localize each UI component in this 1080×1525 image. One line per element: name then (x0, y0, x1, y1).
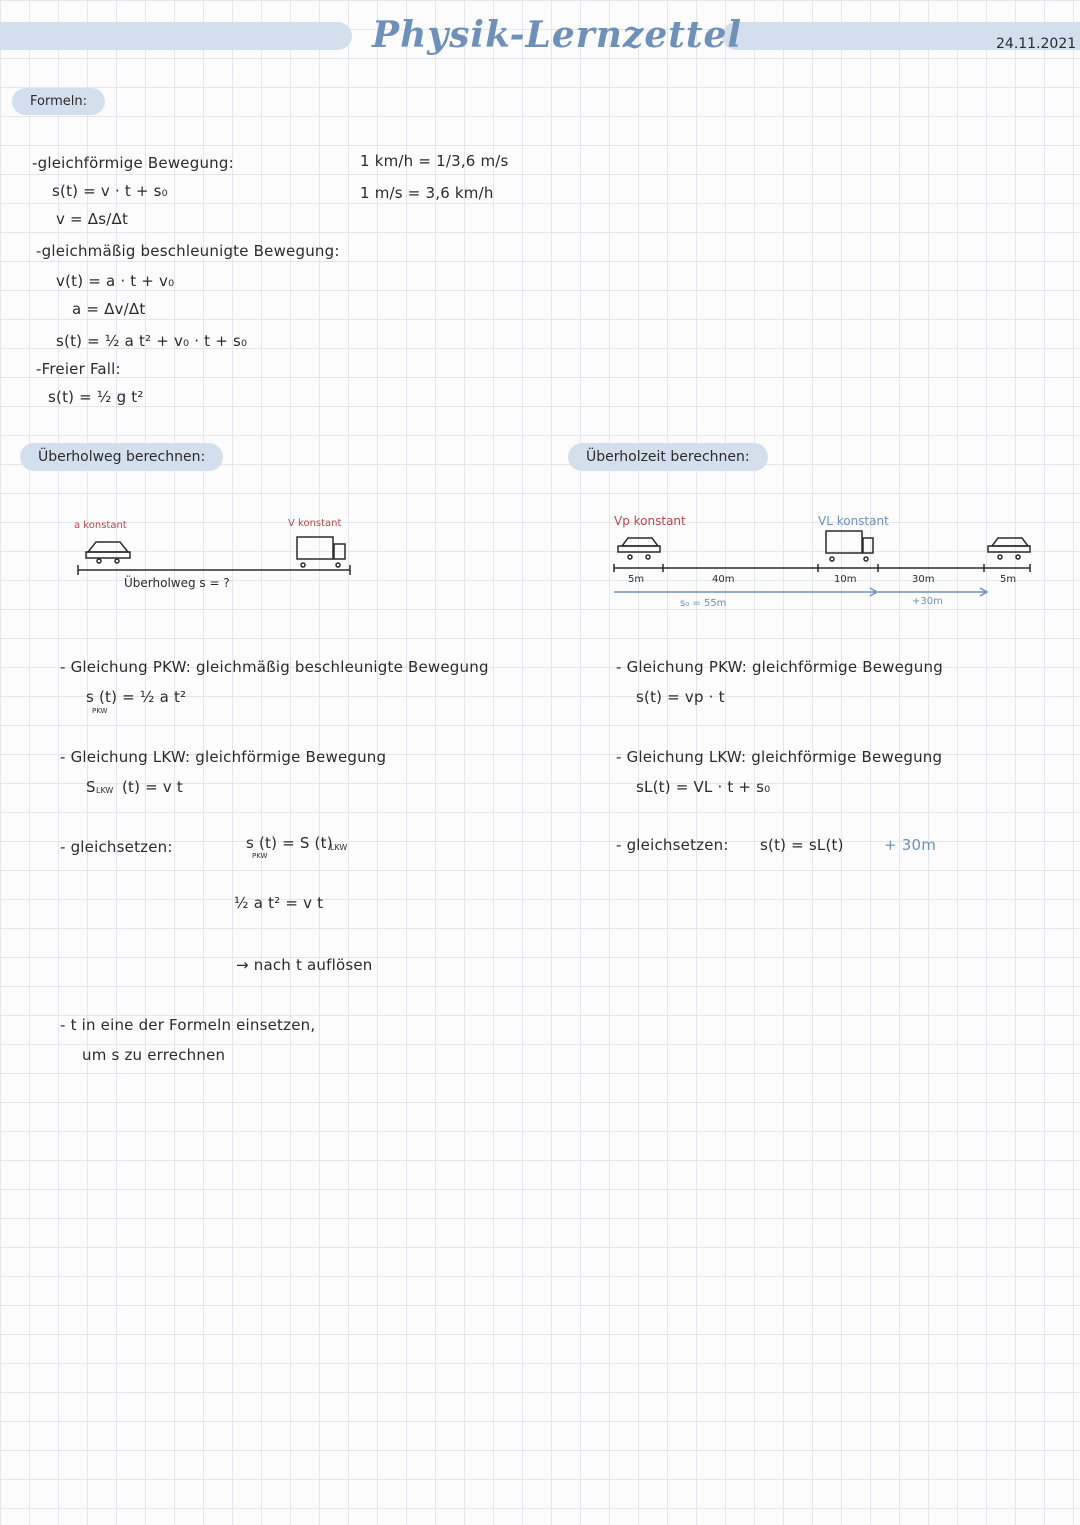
uz-eq-lkw-heading: - Gleichung LKW: gleichförmige Bewegung (616, 748, 943, 766)
uw-eq-pkw-heading: - Gleichung PKW: gleichmäßig beschleunigte Bewegung (60, 658, 489, 676)
uw-einsetzen-2: um s zu errechnen (82, 1046, 226, 1064)
conversion-ms: 1 m/s = 3,6 km/h (360, 184, 494, 202)
uz-gleichsetzen: - gleichsetzen: (616, 836, 729, 854)
page-title: Physik-Lernzettel (372, 14, 743, 56)
dist-30m: 30m (912, 574, 935, 585)
vp-konstant-label: Vp konstant (614, 514, 686, 528)
car-right-icon (988, 538, 1030, 559)
ueberholweg-label: Überholweg berechnen: (20, 443, 223, 471)
uz-gs: s(t) = sL(t) (760, 836, 844, 854)
page-date: 24.11.2021 (996, 36, 1077, 52)
a-konstant-label: a konstant (74, 520, 127, 531)
gleichfoermig-f2: v = Δs/Δt (56, 210, 129, 228)
uw-gs1-sub1: PKW (252, 852, 268, 860)
ueberholweg-s-label: Überholweg s = ? (124, 576, 230, 590)
ueberholzeit-label: Überholzeit berechnen: (568, 443, 768, 471)
beschleunigt-f1: v(t) = a · t + v₀ (56, 272, 175, 290)
uz-eq-lkw: sL(t) = VL · t + s₀ (636, 778, 771, 796)
conversion-kmh: 1 km/h = 1/3,6 m/s (360, 152, 509, 170)
dist-5m-right: 5m (1000, 574, 1017, 585)
uz-eq-pkw-heading: - Gleichung PKW: gleichförmige Bewegung (616, 658, 943, 676)
dist-5m-left: 5m (628, 574, 645, 585)
uw-gs1-sub2: LKW (330, 843, 348, 852)
car-left-icon (618, 538, 660, 559)
uw-eq-lkw: (t) = v t (122, 778, 184, 796)
uw-eq-pkw-sub: PKW (92, 707, 108, 715)
plus30-arrow (878, 588, 987, 596)
uw-gs1: s (t) = S (t) (246, 834, 333, 852)
beschleunigt-heading: -gleichmäßig beschleunigte Bewegung: (36, 242, 340, 260)
uw-gleichsetzen: - gleichsetzen: (60, 838, 173, 856)
uw-eq-lkw-prefix: S (86, 778, 96, 796)
s0-arrow (614, 588, 877, 596)
s0-label: s₀ = 55m (680, 598, 727, 609)
freierfall-f1: s(t) = ½ g t² (48, 388, 144, 406)
uw-einsetzen-1: - t in eine der Formeln einsetzen, (60, 1016, 316, 1034)
gleichfoermig-heading: -gleichförmige Bewegung: (32, 154, 234, 172)
uz-gs-extra: + 30m (884, 836, 937, 854)
dist-40m: 40m (712, 574, 735, 585)
uw-gs2: ½ a t² = v t (234, 894, 324, 912)
truck-icon (826, 531, 873, 561)
formeln-label: Formeln: (12, 88, 105, 115)
dist-10m: 10m (834, 574, 857, 585)
beschleunigt-f3: s(t) = ½ a t² + v₀ · t + s₀ (56, 332, 248, 350)
beschleunigt-f2: a = Δv/Δt (72, 300, 146, 318)
freierfall-heading: -Freier Fall: (36, 360, 121, 378)
uw-eq-pkw: s (t) = ½ a t² (86, 688, 187, 706)
uw-eq-lkw-sub: LKW (96, 786, 114, 795)
uw-eq-lkw-heading: - Gleichung LKW: gleichförmige Bewegung (60, 748, 387, 766)
vl-konstant-label: VL konstant (818, 514, 889, 528)
uw-nach-t: → nach t auflösen (236, 956, 373, 974)
v-konstant-label: V konstant (288, 518, 342, 529)
uz-eq-pkw: s(t) = vp · t (636, 688, 725, 706)
gleichfoermig-f1: s(t) = v · t + s₀ (52, 182, 168, 200)
plus30-label: +30m (912, 596, 943, 607)
